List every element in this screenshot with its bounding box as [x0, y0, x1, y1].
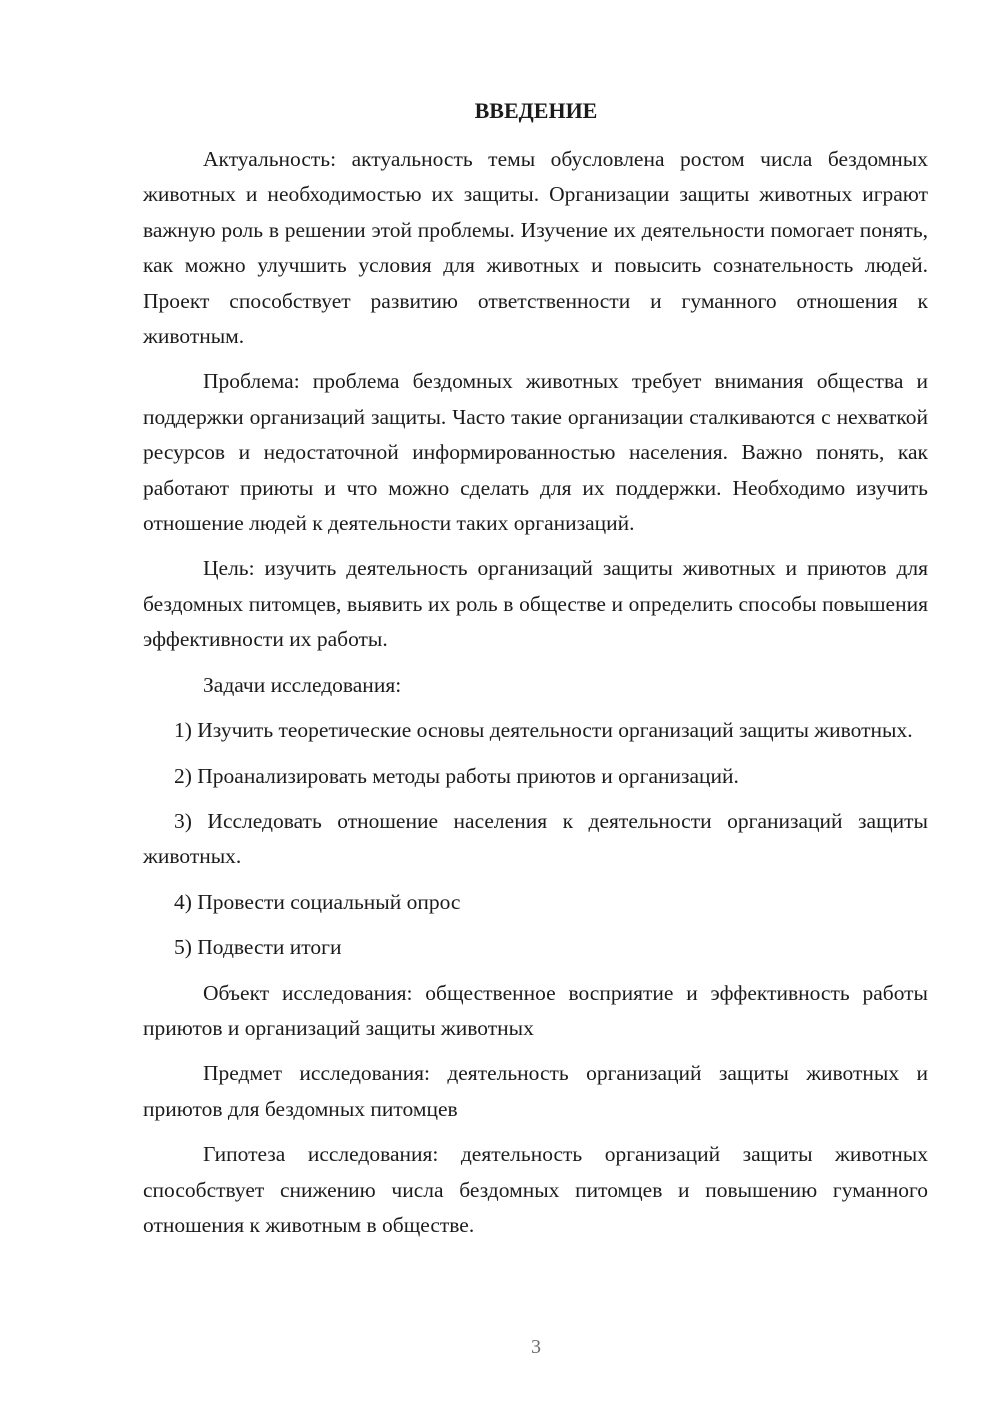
task-item-5: 5) Подвести итоги [174, 935, 342, 960]
tasks-heading: Задачи исследования: [203, 672, 402, 697]
page-number: 3 [531, 1336, 541, 1358]
task-item-2: 2) Проанализировать методы работы приютов и организаций. [174, 763, 739, 788]
object-paragraph: Объект исследования: общественное восприятие и эффективность работы приютов и организаций защиты животных [143, 980, 928, 1040]
section-title: ВВЕДЕНИЕ [474, 98, 598, 123]
goal-paragraph: Цель: изучить деятельность организаций защиты животных и приютов для бездомных питомцев, выявить их роль в обществе и определить способы повышения эффективности их работы. [143, 556, 928, 652]
subject-paragraph: Предмет исследования: деятельность организаций защиты животных и приютов для бездомных питомцев [143, 1061, 928, 1121]
document-body [143, 142, 928, 1253]
problem-paragraph: Проблема: проблема бездомных животных требует внимания общества и поддержки организаций защиты. Часто такие организации сталкиваются с нехваткой ресурсов и недостаточной информированностью населения. Важно понять, как работают приюты и что можно сделать для их поддержки. Необходимо изучить отношение людей к деятельности таких организаций. [143, 369, 928, 536]
hypothesis-paragraph: Гипотеза исследования: деятельность организаций защиты животных способствует снижению числа бездомных питомцев и повышению гуманного отношения к животным в обществе. [143, 1142, 928, 1237]
task-item-3: 3) Исследовать отношение населения к деятельности организаций защиты животных. [143, 808, 928, 869]
task-item-1: 1) Изучить теоретические основы деятельности организаций защиты животных. [174, 718, 913, 743]
task-item-4: 4) Провести социальный опрос [174, 889, 461, 914]
relevance-paragraph: Актуальность: актуальность темы обусловлена ростом числа бездомных животных и необходимостью их защиты. Организации защиты животных играют важную роль в решении этой проблемы. Изучение их деятельности помогает понять, как можно улучшить условия для животных и повысить сознательность людей. Проект способствует развитию ответственности и гуманного отношения к животным. [143, 147, 928, 349]
